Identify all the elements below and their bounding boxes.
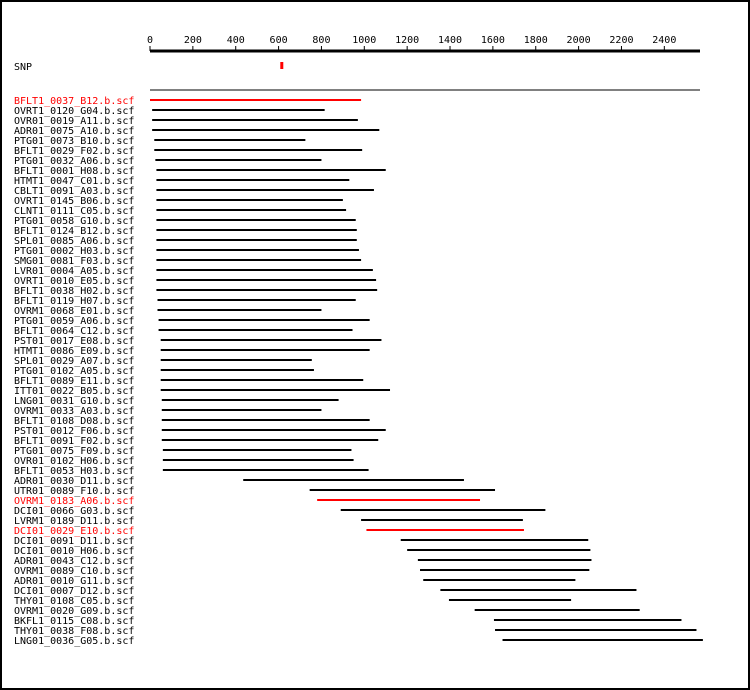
- read-label: LNG01_0031_G10.b.scf: [14, 396, 135, 407]
- read-label: PTG01_0059_A06.b.scf: [14, 316, 135, 327]
- x-axis-tick-label: 1400: [437, 35, 463, 46]
- read-label: OVRM1_0068_E01.b.scf: [14, 306, 135, 317]
- read-label: ITT01_0022_B05.b.scf: [14, 386, 135, 397]
- x-axis-tick-label: 600: [269, 35, 288, 46]
- x-axis-tick-label: 1600: [480, 35, 505, 46]
- x-axis-tick-label: 1000: [352, 35, 377, 46]
- read-label: OVR01_0019_A11.b.scf: [14, 116, 135, 127]
- read-label: BFLT1_0001_H08.b.scf: [14, 166, 135, 177]
- read-label: PTG01_0073_B10.b.scf: [14, 136, 135, 147]
- snp-marker: [280, 62, 283, 69]
- read-label: OVRM1_0020_G09.b.scf: [14, 606, 135, 617]
- read-label: OVRT1_0145_B06.b.scf: [14, 196, 135, 207]
- snp-label: SNP: [14, 62, 33, 73]
- read-label: DCI01_0007_D12.b.scf: [14, 586, 135, 597]
- read-label: HTMT1_0086_E09.b.scf: [14, 346, 135, 357]
- x-axis-tick-label: 1200: [395, 35, 420, 46]
- read-label: DCI01_0066_G03.b.scf: [14, 506, 135, 517]
- read-label: HTMT1_0047_C01.b.scf: [14, 176, 135, 187]
- read-label: ADR01_0010_G11.b.scf: [14, 576, 135, 587]
- read-label: OVRT1_0120_G04.b.scf: [14, 106, 135, 117]
- read-label: BFLT1_0089_E11.b.scf: [14, 376, 135, 387]
- read-label: CLNT1_0111_C05.b.scf: [14, 206, 135, 217]
- read-label: LVRM1_0189_D11.b.scf: [14, 516, 135, 527]
- read-label: LNG01_0036_G05.b.scf: [14, 636, 135, 647]
- read-label: DCI01_0091_D11.b.scf: [14, 536, 135, 547]
- read-label: CBLT1_0091_A03.b.scf: [14, 186, 135, 197]
- read-label: OVRM1_0183_A06.b.scf: [14, 496, 135, 507]
- read-label: PTG01_0102_A05.b.scf: [14, 366, 135, 377]
- read-label: DCI01_0029_E10.b.scf: [14, 526, 135, 537]
- x-axis-tick-label: 800: [312, 35, 331, 46]
- read-label: SPL01_0085_A06.b.scf: [14, 236, 135, 247]
- read-label: ADR01_0075_A10.b.scf: [14, 126, 135, 137]
- read-label: PTG01_0002_H03.b.scf: [14, 246, 135, 257]
- x-axis-tick-label: 400: [226, 35, 245, 46]
- x-axis-tick-label: 2200: [609, 35, 634, 46]
- read-label: BFLT1_0119_H07.b.scf: [14, 296, 135, 307]
- x-axis-tick-label: 200: [183, 35, 202, 46]
- read-label: UTR01_0089_F10.b.scf: [14, 486, 135, 497]
- read-label: BFLT1_0124_B12.b.scf: [14, 226, 135, 237]
- read-label: BFLT1_0053_H03.b.scf: [14, 466, 135, 477]
- read-label: OVRM1_0033_A03.b.scf: [14, 406, 135, 417]
- read-label: PTG01_0058_G10.b.scf: [14, 216, 135, 227]
- read-label: THY01_0108_C05.b.scf: [14, 596, 135, 607]
- read-label: PTG01_0032_A06.b.scf: [14, 156, 135, 167]
- read-label: BFLT1_0091_F02.b.scf: [14, 436, 135, 447]
- x-axis-tick-label: 2000: [566, 35, 591, 46]
- read-label: LVR01_0004_A05.b.scf: [14, 266, 135, 277]
- read-label: DCI01_0010_H06.b.scf: [14, 546, 135, 557]
- read-label: BKFL1_0115_C08.b.scf: [14, 616, 135, 627]
- read-label: BFLT1_0037_B12.b.scf: [14, 96, 135, 107]
- read-label: OVRT1_0010_E05.b.scf: [14, 276, 135, 287]
- read-label: ADR01_0030_D11.b.scf: [14, 476, 135, 487]
- read-label: SMG01_0081_F03.b.scf: [14, 256, 135, 267]
- read-label: ADR01_0043_C12.b.scf: [14, 556, 135, 567]
- read-label: BFLT1_0064_C12.b.scf: [14, 326, 135, 337]
- read-label: BFLT1_0038_H02.b.scf: [14, 286, 135, 297]
- read-label: SPL01_0029_A07.b.scf: [14, 356, 135, 367]
- x-axis-tick-label: 1800: [523, 35, 548, 46]
- x-axis-tick-label: 2400: [652, 35, 677, 46]
- read-label: OVR01_0102_H06.b.scf: [14, 456, 135, 467]
- x-axis-tick-label: 0: [146, 35, 154, 46]
- sequence-alignment-chart: [2, 2, 748, 688]
- read-label: THY01_0038_F08.b.scf: [14, 626, 135, 637]
- read-label: BFLT1_0029_F02.b.scf: [14, 146, 135, 157]
- read-label: OVRM1_0089_C10.b.scf: [14, 566, 135, 577]
- read-label: PTG01_0075_F09.b.scf: [14, 446, 135, 457]
- read-label: BFLT1_0108_D08.b.scf: [14, 416, 135, 427]
- read-label: PST01_0012_F06.b.scf: [14, 426, 135, 437]
- read-label: PST01_0017_E08.b.scf: [14, 336, 135, 347]
